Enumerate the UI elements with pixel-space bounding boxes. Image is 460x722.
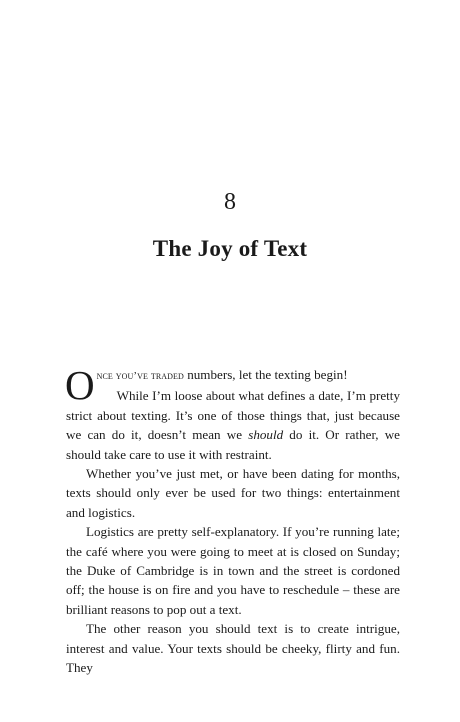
opening-small-caps: nce you’ve traded [96,370,184,382]
paragraph-text-after: do it. Or rather, we should take care to use it with restraint. [66,427,400,462]
paragraph-text-before: While I’m loose about what defines a date, I’m pretty strict about texting. It’s one of those things that, just because we can do it, doesn’t mean we [66,388,400,443]
paragraph-texting-restraint [66,386,400,464]
paragraph-two-uses: Whether you’ve just met, or have been dating for months, texts should only ever be used for two things: entertainment and logistics. [66,466,400,520]
paragraph-intrigue: The other reason you should text is to create intrigue, interest and value. Your texts should be cheeky, flirty and fun. They [66,621,400,676]
drop-cap: O [65,362,95,408]
chapter-title: The Joy of Text [152,236,308,261]
opening-text: numbers, let the texting begin! [183,367,348,382]
chapter-number: 8 [224,189,236,215]
opening-paragraph [65,362,400,408]
paragraph-logistics: Logistics are pretty self-explanatory. If you’re running late; the café where you were going to meet at is closed on Sunday; the Duke of Cambridge is in town and the street is cordoned off; the house is on fire and you have to reschedule – these are brilliant reasons to pop out a text. [66,524,400,617]
paragraph-emphasis: should [248,427,284,443]
chapter-body [65,362,400,678]
